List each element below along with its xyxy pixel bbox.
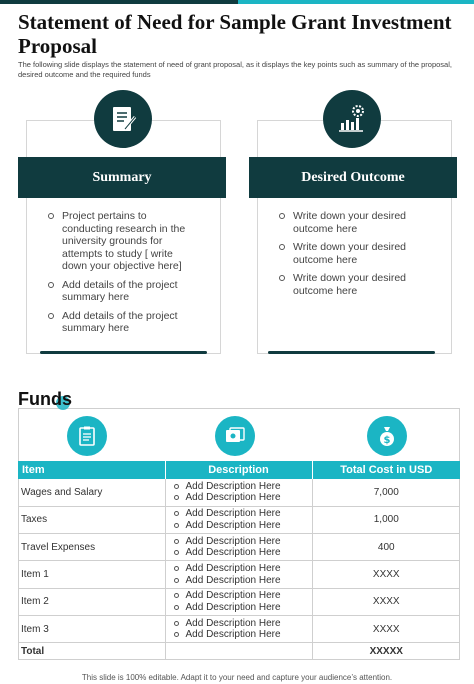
- bullet-circle-icon: [279, 244, 285, 250]
- svg-text:$: $: [383, 435, 391, 446]
- column-header-item: Item: [18, 461, 165, 479]
- description-cell: Add Description Here Add Description Here: [165, 506, 312, 533]
- list-item: Add details of the project summary here: [48, 310, 194, 335]
- table-row: [18, 615, 460, 642]
- bullet-circle-icon: [174, 511, 179, 516]
- bullet-circle-icon: [174, 484, 179, 489]
- summary-underline: [40, 351, 207, 354]
- money-bag-icon: [367, 416, 407, 456]
- table-row: [18, 588, 460, 615]
- list-item: Project pertains to conducting research in the university grounds for attempts to study [ write down your objective here]: [48, 210, 194, 273]
- list-item: Write down your desired outcome here: [279, 272, 419, 297]
- bullet-circle-icon: [48, 282, 54, 288]
- column-header-cost: Total Cost in USD: [312, 461, 460, 479]
- cost-cell: 1,000: [312, 506, 460, 533]
- top-accent-bar-dark: [0, 0, 238, 4]
- item-cell: Item 3: [18, 615, 165, 642]
- bullet-circle-icon: [174, 621, 179, 626]
- bullet-circle-icon: [279, 275, 285, 281]
- description-cell: Add Description Here Add Description Here: [165, 615, 312, 642]
- summary-bullets: [48, 210, 194, 341]
- bullet-circle-icon: [174, 566, 179, 571]
- summary-heading: Summary: [18, 157, 226, 198]
- outcome-heading: Desired Outcome: [249, 157, 457, 198]
- bullet-circle-icon: [174, 593, 179, 598]
- bullet-circle-icon: [174, 550, 179, 555]
- table-row: [18, 534, 460, 561]
- funds-table: [18, 461, 460, 659]
- growth-chart-icon: [323, 90, 381, 148]
- bullet-circle-icon: [174, 605, 179, 610]
- description-cell: Add Description Here Add Description Here: [165, 479, 312, 506]
- bullet-circle-icon: [174, 578, 179, 583]
- table-row: [18, 506, 460, 533]
- bullet-circle-icon: [174, 632, 179, 637]
- outcome-underline: [268, 351, 435, 354]
- list-item: Add details of the project summary here: [48, 279, 194, 304]
- outcome-bullets: [279, 210, 419, 303]
- cost-cell: XXXX: [312, 588, 460, 615]
- table-row: [18, 479, 460, 506]
- description-cell: Add Description Here Add Description Here: [165, 534, 312, 561]
- bullet-circle-icon: [48, 213, 54, 219]
- bullet-circle-icon: [174, 495, 179, 500]
- table-row: [18, 561, 460, 588]
- column-header-description: Description: [165, 461, 312, 479]
- cost-cell: XXXX: [312, 561, 460, 588]
- page-subtitle: The following slide displays the statement of need of grant proposal, as it displays the key points such as summary of the proposal, desired outcome and the required funds: [18, 60, 452, 79]
- description-cell: Add Description Here Add Description Here: [165, 588, 312, 615]
- list-item: Write down your desired outcome here: [279, 241, 419, 266]
- clipboard-icon: [67, 416, 107, 456]
- table-header-row: [18, 461, 460, 479]
- cost-cell: 400: [312, 534, 460, 561]
- cost-cell: 7,000: [312, 479, 460, 506]
- bullet-circle-icon: [279, 213, 285, 219]
- bullet-circle-icon: [48, 313, 54, 319]
- item-cell: Item 2: [18, 588, 165, 615]
- item-cell: Taxes: [18, 506, 165, 533]
- total-label: Total: [18, 643, 165, 659]
- total-value: XXXXX: [369, 645, 403, 657]
- item-cell: Travel Expenses: [18, 534, 165, 561]
- list-item: Write down your desired outcome here: [279, 210, 419, 235]
- table-total-row: [18, 643, 460, 659]
- bullet-circle-icon: [174, 539, 179, 544]
- cash-icon: [215, 416, 255, 456]
- page-title: Statement of Need for Sample Grant Investment Proposal: [18, 10, 452, 58]
- funds-title: Funds: [18, 389, 72, 409]
- description-cell: Add Description Here Add Description Here: [165, 561, 312, 588]
- total-empty-cell: [165, 643, 312, 659]
- bullet-circle-icon: [174, 523, 179, 528]
- item-cell: Wages and Salary: [18, 479, 165, 506]
- document-icon: [94, 90, 152, 148]
- top-accent-bar: [0, 0, 474, 4]
- item-cell: Item 1: [18, 561, 165, 588]
- footer-note: This slide is 100% editable. Adapt it to your need and capture your audience’s attention.: [81, 673, 393, 682]
- cost-cell: XXXX: [312, 615, 460, 642]
